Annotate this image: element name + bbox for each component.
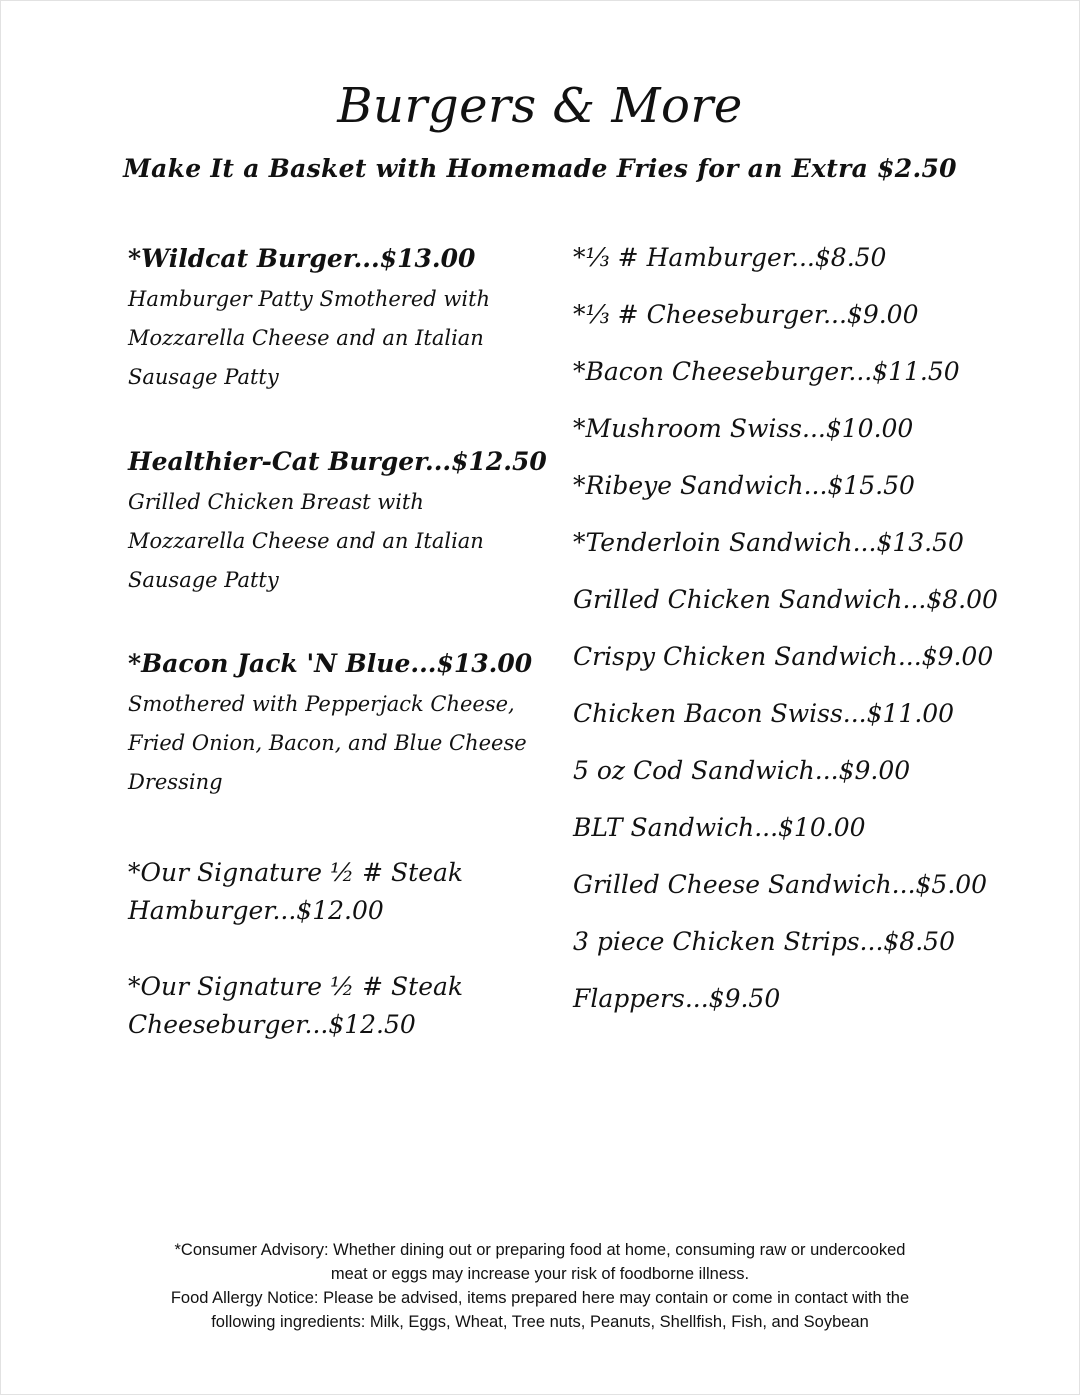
menu-item-third-lb-hamburger: *⅓ # Hamburger...$8.50 xyxy=(573,243,887,272)
menu-item-chicken-bacon-swiss: Chicken Bacon Swiss...$11.00 xyxy=(573,699,955,728)
menu-item-blt-sandwich: BLT Sandwich...$10.00 xyxy=(573,813,866,842)
menu-item-tenderloin-sandwich: *Tenderloin Sandwich...$13.50 xyxy=(573,528,964,557)
menu-item-signature-steak-hamburger xyxy=(128,854,528,930)
item-name-line2: Hamburger...$12.00 xyxy=(128,896,384,925)
menu-item-grilled-cheese-sandwich: Grilled Cheese Sandwich...$5.00 xyxy=(573,870,988,899)
menu-item-grilled-chicken-sandwich: Grilled Chicken Sandwich...$8.00 xyxy=(573,585,998,614)
allergy-notice-line1: Food Allergy Notice: Please be advised, items prepared here may contain or come in contact with the xyxy=(170,1289,910,1307)
item-name-line2: Cheeseburger...$12.50 xyxy=(128,1010,416,1039)
menu-title: Burgers & More xyxy=(337,78,743,134)
menu-item-signature-steak-cheeseburger xyxy=(128,968,528,1044)
item-description: Grilled Chicken Breast with Mozzarella Cheese and an Italian Sausage Patty xyxy=(128,490,484,592)
menu-item-wildcat-burger xyxy=(128,240,528,397)
consumer-advisory-line2: meat or eggs may increase your risk of foodborne illness. xyxy=(330,1265,750,1283)
footer-notice xyxy=(0,1238,1080,1334)
consumer-advisory-line1: *Consumer Advisory: Whether dining out or preparing food at home, consuming raw or undercooked xyxy=(174,1241,906,1259)
allergy-notice-line2: following ingredients: Milk, Eggs, Wheat, Tree nuts, Peanuts, Shellfish, Fish, and Soybean xyxy=(211,1313,869,1331)
item-name: *Wildcat Burger...$13.00 xyxy=(128,244,476,273)
menu-item-healthier-cat-burger xyxy=(128,443,547,600)
menu-item-mushroom-swiss: *Mushroom Swiss...$10.00 xyxy=(573,414,914,443)
item-name: *Bacon Jack 'N Blue...$13.00 xyxy=(128,649,533,678)
item-name-line1: *Our Signature ½ # Steak xyxy=(128,858,464,887)
item-description: Hamburger Patty Smothered with Mozzarella Cheese and an Italian Sausage Patty xyxy=(128,287,491,389)
item-name: Healthier-Cat Burger...$12.50 xyxy=(128,447,547,476)
menu-item-bacon-cheeseburger: *Bacon Cheeseburger...$11.50 xyxy=(573,357,960,386)
menu-item-ribeye-sandwich: *Ribeye Sandwich...$15.50 xyxy=(573,471,915,500)
menu-item-third-lb-cheeseburger: *⅓ # Cheeseburger...$9.00 xyxy=(573,300,919,329)
menu-item-crispy-chicken-sandwich: Crispy Chicken Sandwich...$9.00 xyxy=(573,642,994,671)
menu-subtitle: Make It a Basket with Homemade Fries for an Extra $2.50 xyxy=(123,154,957,183)
menu-item-bacon-jack-n-blue xyxy=(128,645,533,802)
menu-item-cod-sandwich: 5 oz Cod Sandwich...$9.00 xyxy=(573,756,911,785)
menu-item-flappers: Flappers...$9.50 xyxy=(573,984,781,1013)
item-name-line1: *Our Signature ½ # Steak xyxy=(128,972,464,1001)
item-description: Smothered with Pepperjack Cheese, Fried Onion, Bacon, and Blue Cheese Dressing xyxy=(128,692,527,794)
menu-item-chicken-strips: 3 piece Chicken Strips...$8.50 xyxy=(573,927,955,956)
